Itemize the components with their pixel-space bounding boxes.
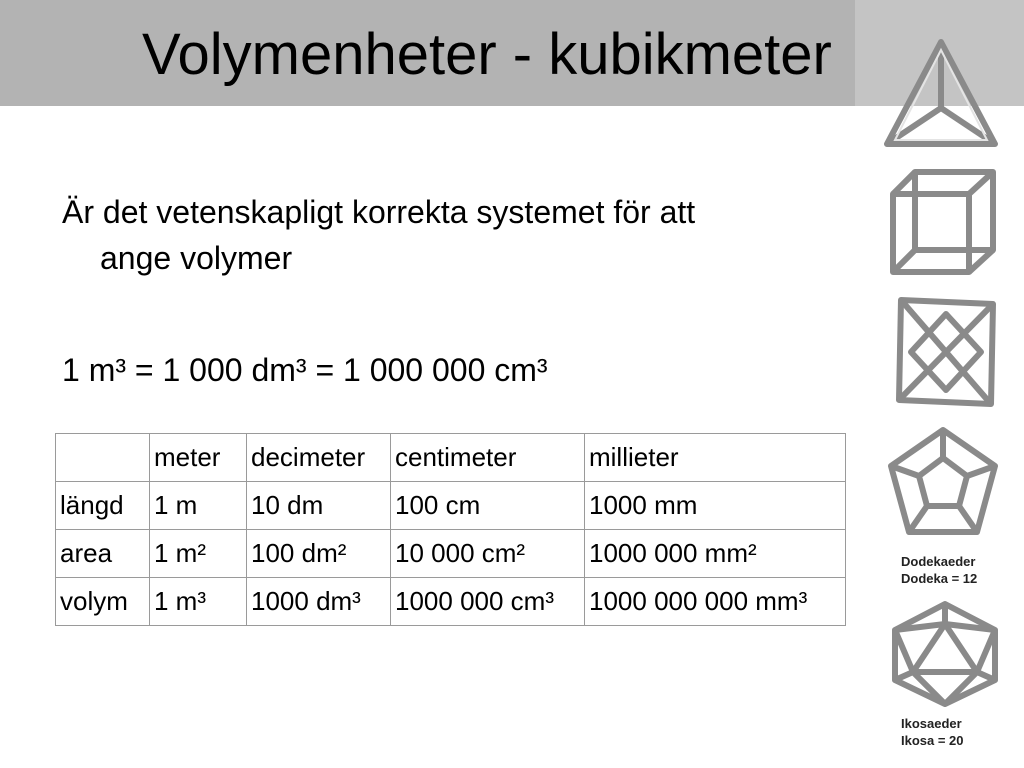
table-cell: centimeter: [391, 434, 585, 482]
table-cell: volym: [56, 578, 150, 626]
table-cell: 1000 dm³: [247, 578, 391, 626]
dodecahedron-caption: [901, 553, 977, 587]
table-cell: 1 m: [150, 482, 247, 530]
table-cell: millieter: [585, 434, 846, 482]
units-table: [55, 433, 846, 626]
tetrahedron-icon: [881, 36, 1001, 151]
intro-line-2: ange volymer: [100, 240, 293, 276]
polyhedra-sidebar: [855, 0, 1024, 768]
caption-line: Ikosa = 20: [901, 733, 964, 748]
table-cell: 1000 mm: [585, 482, 846, 530]
icosahedron-icon: [887, 598, 1003, 710]
icosahedron-caption: [901, 715, 964, 749]
table-cell: decimeter: [247, 434, 391, 482]
dodecahedron-icon: [883, 424, 1003, 544]
caption-line: Ikosaeder: [901, 716, 962, 731]
table-cell: 10 000 cm²: [391, 530, 585, 578]
volume-equation: 1 m³ = 1 000 dm³ = 1 000 000 cm³: [62, 352, 548, 388]
table-cell: 1000 000 000 mm³: [585, 578, 846, 626]
table-cell: area: [56, 530, 150, 578]
table-cell: längd: [56, 482, 150, 530]
octahedron-icon: [893, 294, 999, 410]
table-header-row: [56, 434, 846, 482]
table-row: [56, 530, 846, 578]
table-cell: 10 dm: [247, 482, 391, 530]
table-cell: 100 cm: [391, 482, 585, 530]
table-cell: meter: [150, 434, 247, 482]
intro-line-1: Är det vetenskapligt korrekta systemet för att: [62, 194, 696, 230]
table-cell: 1 m²: [150, 530, 247, 578]
table-cell: 1000 000 cm³: [391, 578, 585, 626]
slide-title: Volymenheter - kubikmeter: [142, 22, 832, 87]
table-row: [56, 482, 846, 530]
table-cell: [56, 434, 150, 482]
cube-icon: [887, 166, 999, 278]
table-row: [56, 578, 846, 626]
table-cell: 100 dm²: [247, 530, 391, 578]
caption-line: Dodeka = 12: [901, 571, 978, 586]
table-cell: 1 m³: [150, 578, 247, 626]
table-cell: 1000 000 mm²: [585, 530, 846, 578]
caption-line: Dodekaeder: [901, 554, 976, 569]
intro-paragraph: [62, 189, 862, 281]
